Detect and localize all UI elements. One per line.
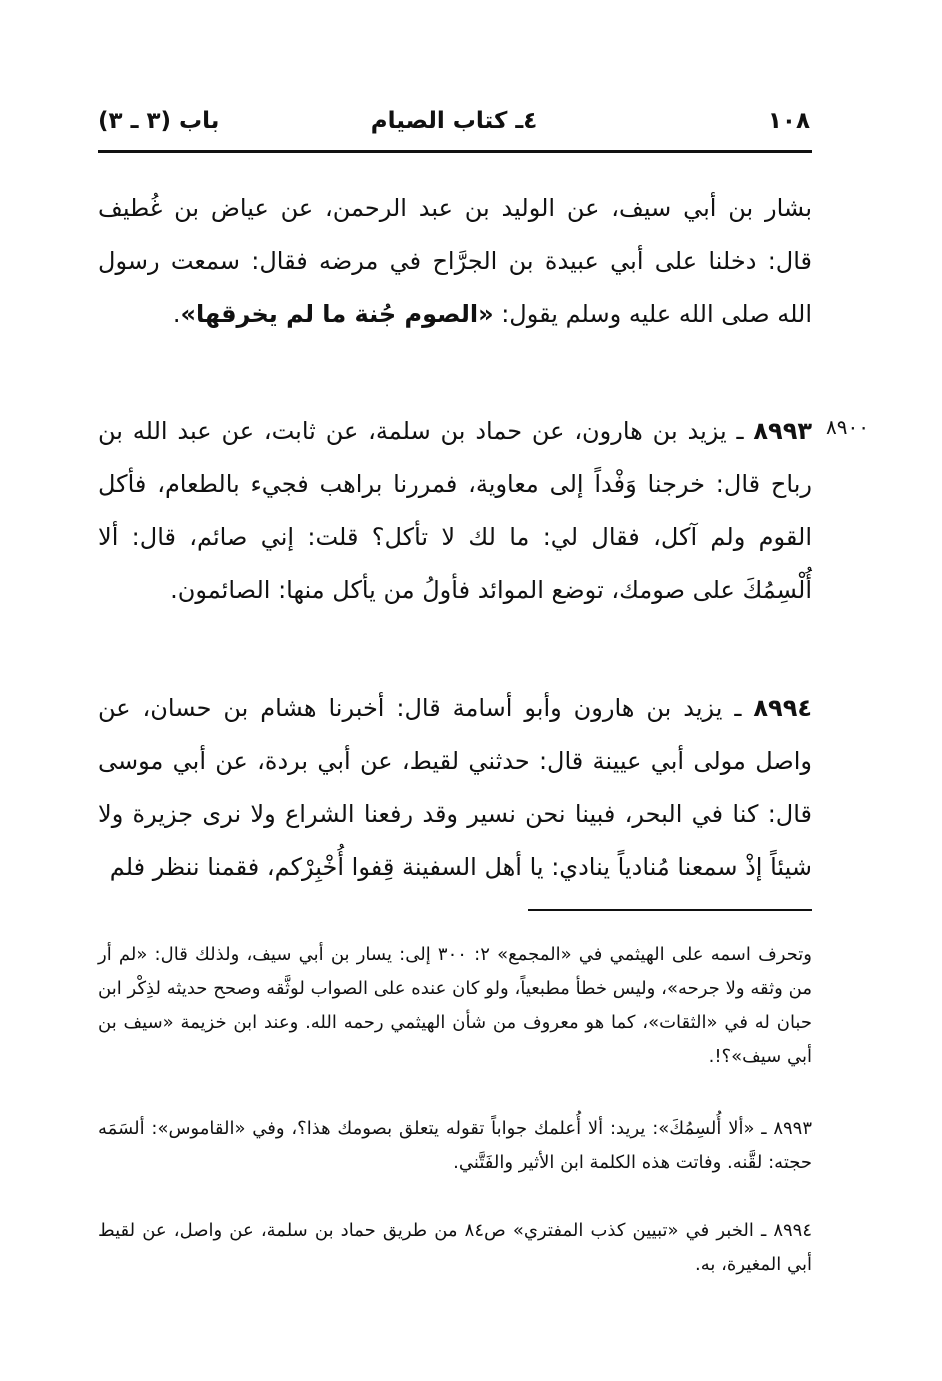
paragraph-text: بشار بن أبي سيف، عن الوليد بن عبد الرحمن، عن عياض بن غُطيف قال: دخلنا على أبي عبيدة بن الجرَّاح في مرضه فقال: سمعت رسول الله صلى الله عليه وسلم يقول: (98, 194, 812, 328)
hadith-quote: «الصوم جُنة ما لم يخرقها» (180, 300, 494, 328)
paragraph-continuation (98, 182, 812, 341)
paragraph-end: . (172, 300, 181, 328)
hadith-number: ٨٩٩٤ (753, 694, 812, 722)
header-divider (98, 150, 812, 153)
footnote-8994: ٨٩٩٤ ـ الخبر في «تبيين كذب المفتري» ص٨٤ من طريق حماد بن سلمة، عن واصل، عن لقيط أبي المغيرة، به. (98, 1220, 813, 1275)
chapter-label: باب (٣ ـ ٣) (98, 108, 220, 134)
page-header (98, 108, 810, 148)
footnote-continuation: وتحرف اسمه على الهيثمي في «المجمع» ٢: ٣٠٠ إلى: يسار بن أبي سيف، ولذلك قال: «لم أر من وثقه ولا جرحه»، وليس خطأ مطبعياً، ولو كان عنده على الصواب لوثَّقه وصحح حديثه لذِكْر ابن حبان له في «الثقات»، كما هو معروف من شأن الهيثمي رحمه الله. وعند ابن خزيمة «سيف بن أبي سيف»؟!. (98, 944, 812, 1067)
page-number: ١٠٨ (767, 108, 810, 134)
margin-number: ٨٩٠٠ (826, 415, 869, 439)
hadith-text: ـ يزيد بن هارون، عن حماد بن سلمة، عن ثابت، عن عبد الله بن رباح قال: خرجنا وَفْداً إلى معاوية، فمررنا براهب فجيء بالطعام، فأكل القوم ولم آكل، فقال لي: ما لك لا تأكل؟ قلت: إني صائم، قال: ألا أُلْسِمُكَ على صومك، توضع الموائد فأولُ من يأكل منها: الصائمون. (98, 417, 812, 604)
hadith-8994 (98, 682, 812, 894)
footnote-divider (528, 909, 812, 911)
hadith-number: ٨٩٩٣ (753, 417, 812, 445)
hadith-text: ـ يزيد بن هارون وأبو أسامة قال: أخبرنا هشام بن حسان، عن واصل مولى أبي عيينة قال: حدثني لقيط، عن أبي بردة، عن أبي موسى قال: كنا في البحر، فبينا نحن نسير وقد رفعنا الشراع ولا نرى جزيرة ولا شيئاً إذْ سمعنا مُنادياً ينادي: يا أهل السفينة قِفوا أُخْبِرْكم، فقمنا ننظر فلم (98, 694, 812, 881)
hadith-8993 (98, 405, 812, 617)
footnote-8993: ٨٩٩٣ ـ «ألا أُلسِمُكَ»: يريد: ألا أُعلمك جواباً تقوله يتعلق بصومك هذا؟، وفي «القاموس»: ألسَمَه حجته: لقَّنه. وفاتت هذه الكلمة ابن الأثير والفَتَّني. (98, 1118, 812, 1173)
book-title: ٤ـ كتاب الصيام (370, 108, 538, 134)
